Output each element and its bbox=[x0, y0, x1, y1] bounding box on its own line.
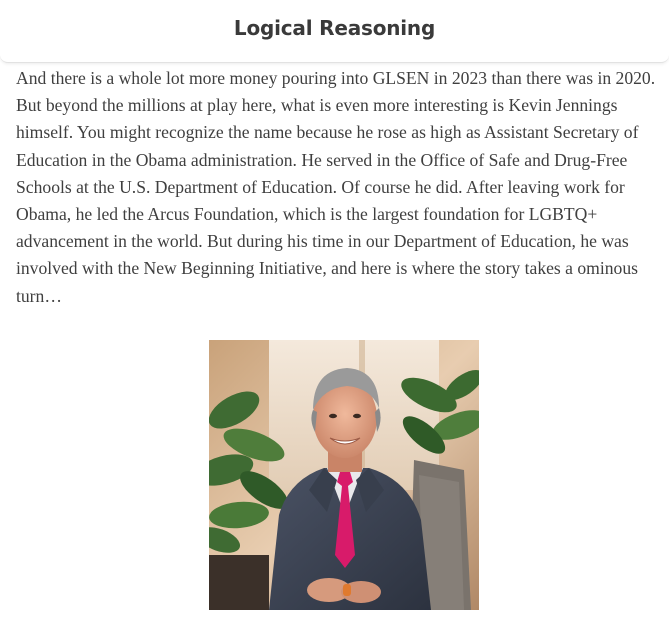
article-paragraph: And there is a whole lot more money pouring into GLSEN in 2023 than there was in 2020. But beyond the millions at play here, what is even more interesting is Kevin Jennings himself. You might recognize the name because he rose as high as Assistant Secretary of Education in the Obama administration. He served in the Office of Safe and Drug-Free Schools at the U.S. Department of Education. Of course he did. After leaving work for Obama, he led the Arcus Foundation, which is the largest foundation for LGBTQ+ advancement in the world. But during his time in our Department of Education, he was involved with the New Beginning Initiative, and here is where the story takes a ominous turn… bbox=[16, 68, 656, 306]
site-title[interactable]: Logical Reasoning bbox=[233, 16, 436, 40]
site-header bbox=[0, 0, 669, 63]
portrait-photo bbox=[209, 340, 479, 610]
